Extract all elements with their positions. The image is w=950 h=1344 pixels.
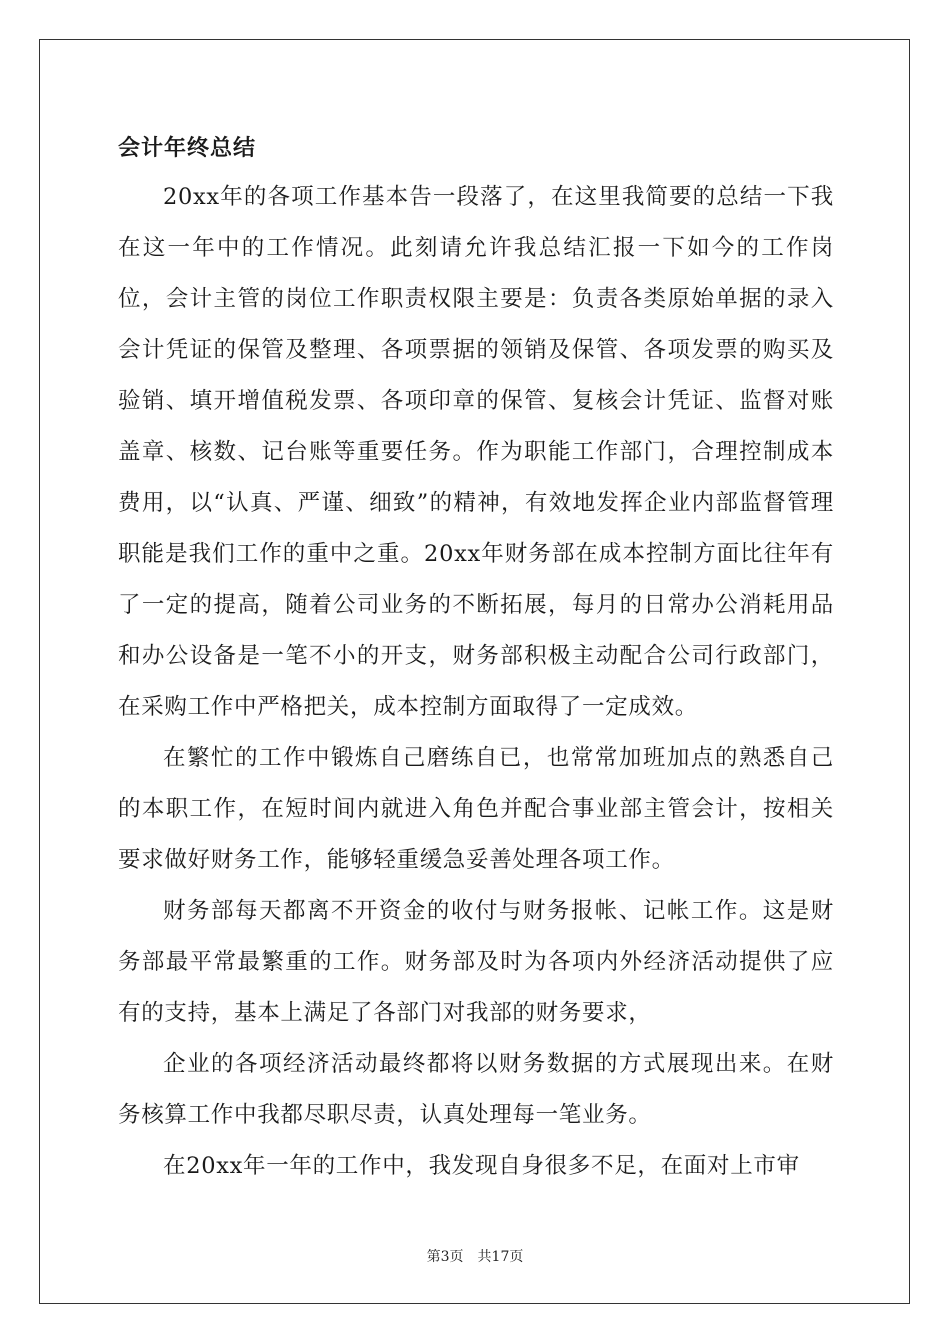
paragraph-5: 在20xx年一年的工作中，我发现自身很多不足，在面对上市审	[163, 1153, 800, 1179]
paragraph-1: 20xx年的各项工作基本告一段落了，在这里我简要的总结一下我在这一年中的工作情况。此刻请允许我总结汇报一下如今的工作岗位，会计主管的岗位工作职责权限主要是：负责各类原始单据的录入会计凭证的保管及整理、各项票据的领销及保管、各项发票的购买及验销、填开增值税发票、各项印章的保管、复核会计凭证、监督对账盖章、核数、记台账等重要任务。作为职能工作部门，合理控制成本费用，以“认真、严谨、细致”的精神，有效地发挥企业内部监督管理职能是我们工作的重中之重。20xx年财务部在成本控制方面比往年有了一定的提高，随着公司业务的不断拓展，每月的日常办公消耗用品和办公设备是一笔不小的开支，财务部积极主动配合公司行政部门，在采购工作中严格把关，成本控制方面取得了一定成效。	[118, 184, 834, 720]
paragraph-4: 企业的各项经济活动最终都将以财务数据的方式展现出来。在财务核算工作中我都尽职尽责，认真处理每一笔业务。	[118, 1051, 834, 1128]
document-title: 会计年终总结	[118, 135, 257, 161]
page-number-footer: 第3页 共17页	[426, 1249, 524, 1265]
paragraph-2: 在繁忙的工作中锻炼自己磨练自已，也常常加班加点的熟悉自己的本职工作，在短时间内就进入角色并配合事业部主管会计，按相关要求做好财务工作，能够轻重缓急妥善处理各项工作。	[118, 745, 834, 873]
document-body	[118, 172, 834, 1192]
paragraph-3: 财务部每天都离不开资金的收付与财务报帐、记帐工作。这是财务部最平常最繁重的工作。财务部及时为各项内外经济活动提供了应有的支持，基本上满足了各部门对我部的财务要求，	[118, 898, 834, 1026]
